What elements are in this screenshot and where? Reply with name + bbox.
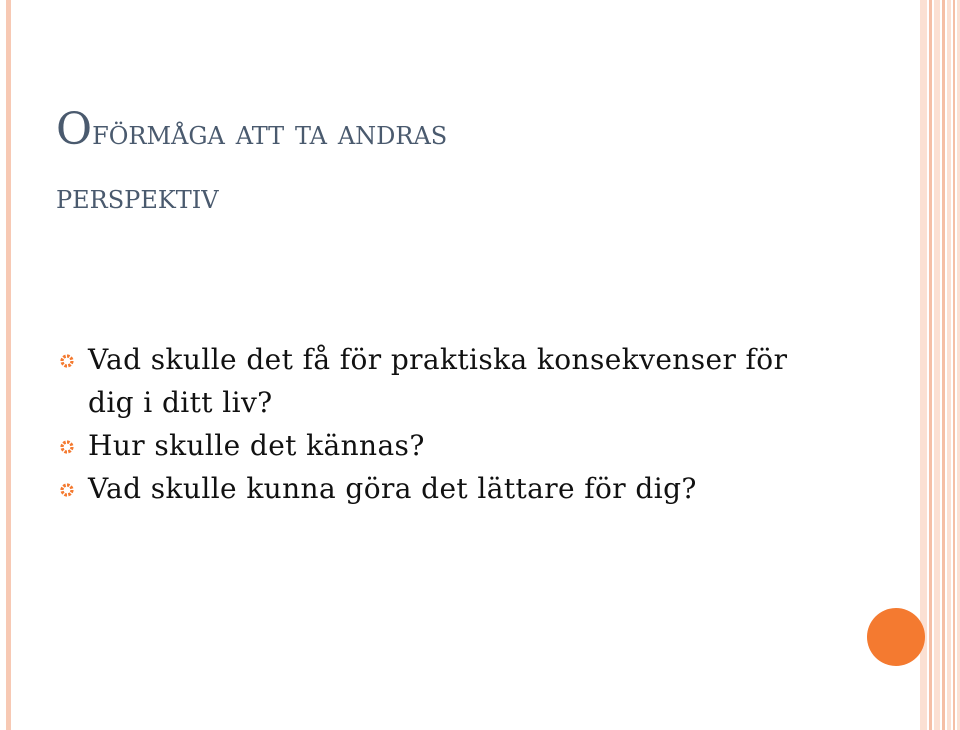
- gear-bullet-icon: [60, 354, 74, 368]
- left-border: [6, 0, 11, 730]
- right-stripe: [947, 0, 951, 730]
- title-line-1: [56, 98, 876, 165]
- list-item: [60, 467, 840, 510]
- bullet-text: Vad skulle kunna göra det lättare för dig?: [88, 472, 697, 505]
- list-item: [60, 338, 840, 424]
- right-stripe: [942, 0, 945, 730]
- orange-circle-decoration: [867, 608, 925, 666]
- bullet-list: [60, 338, 840, 510]
- right-stripe: [934, 0, 940, 730]
- title-line-2: perspektiv: [56, 177, 219, 217]
- title-line-1-rest: förmåga att ta andras: [92, 113, 448, 153]
- bullet-text: Vad skulle det få för praktiska konsekvenser för dig i ditt liv?: [88, 343, 788, 419]
- title-initial: O: [56, 104, 93, 155]
- gear-bullet-icon: [60, 440, 74, 454]
- right-stripe: [920, 0, 927, 730]
- bullet-text: Hur skulle det kännas?: [88, 429, 425, 462]
- right-stripe: [953, 0, 955, 730]
- gear-bullet-icon: [60, 483, 74, 497]
- right-stripe: [929, 0, 932, 730]
- list-item: [60, 424, 840, 467]
- slide-title: [56, 98, 876, 229]
